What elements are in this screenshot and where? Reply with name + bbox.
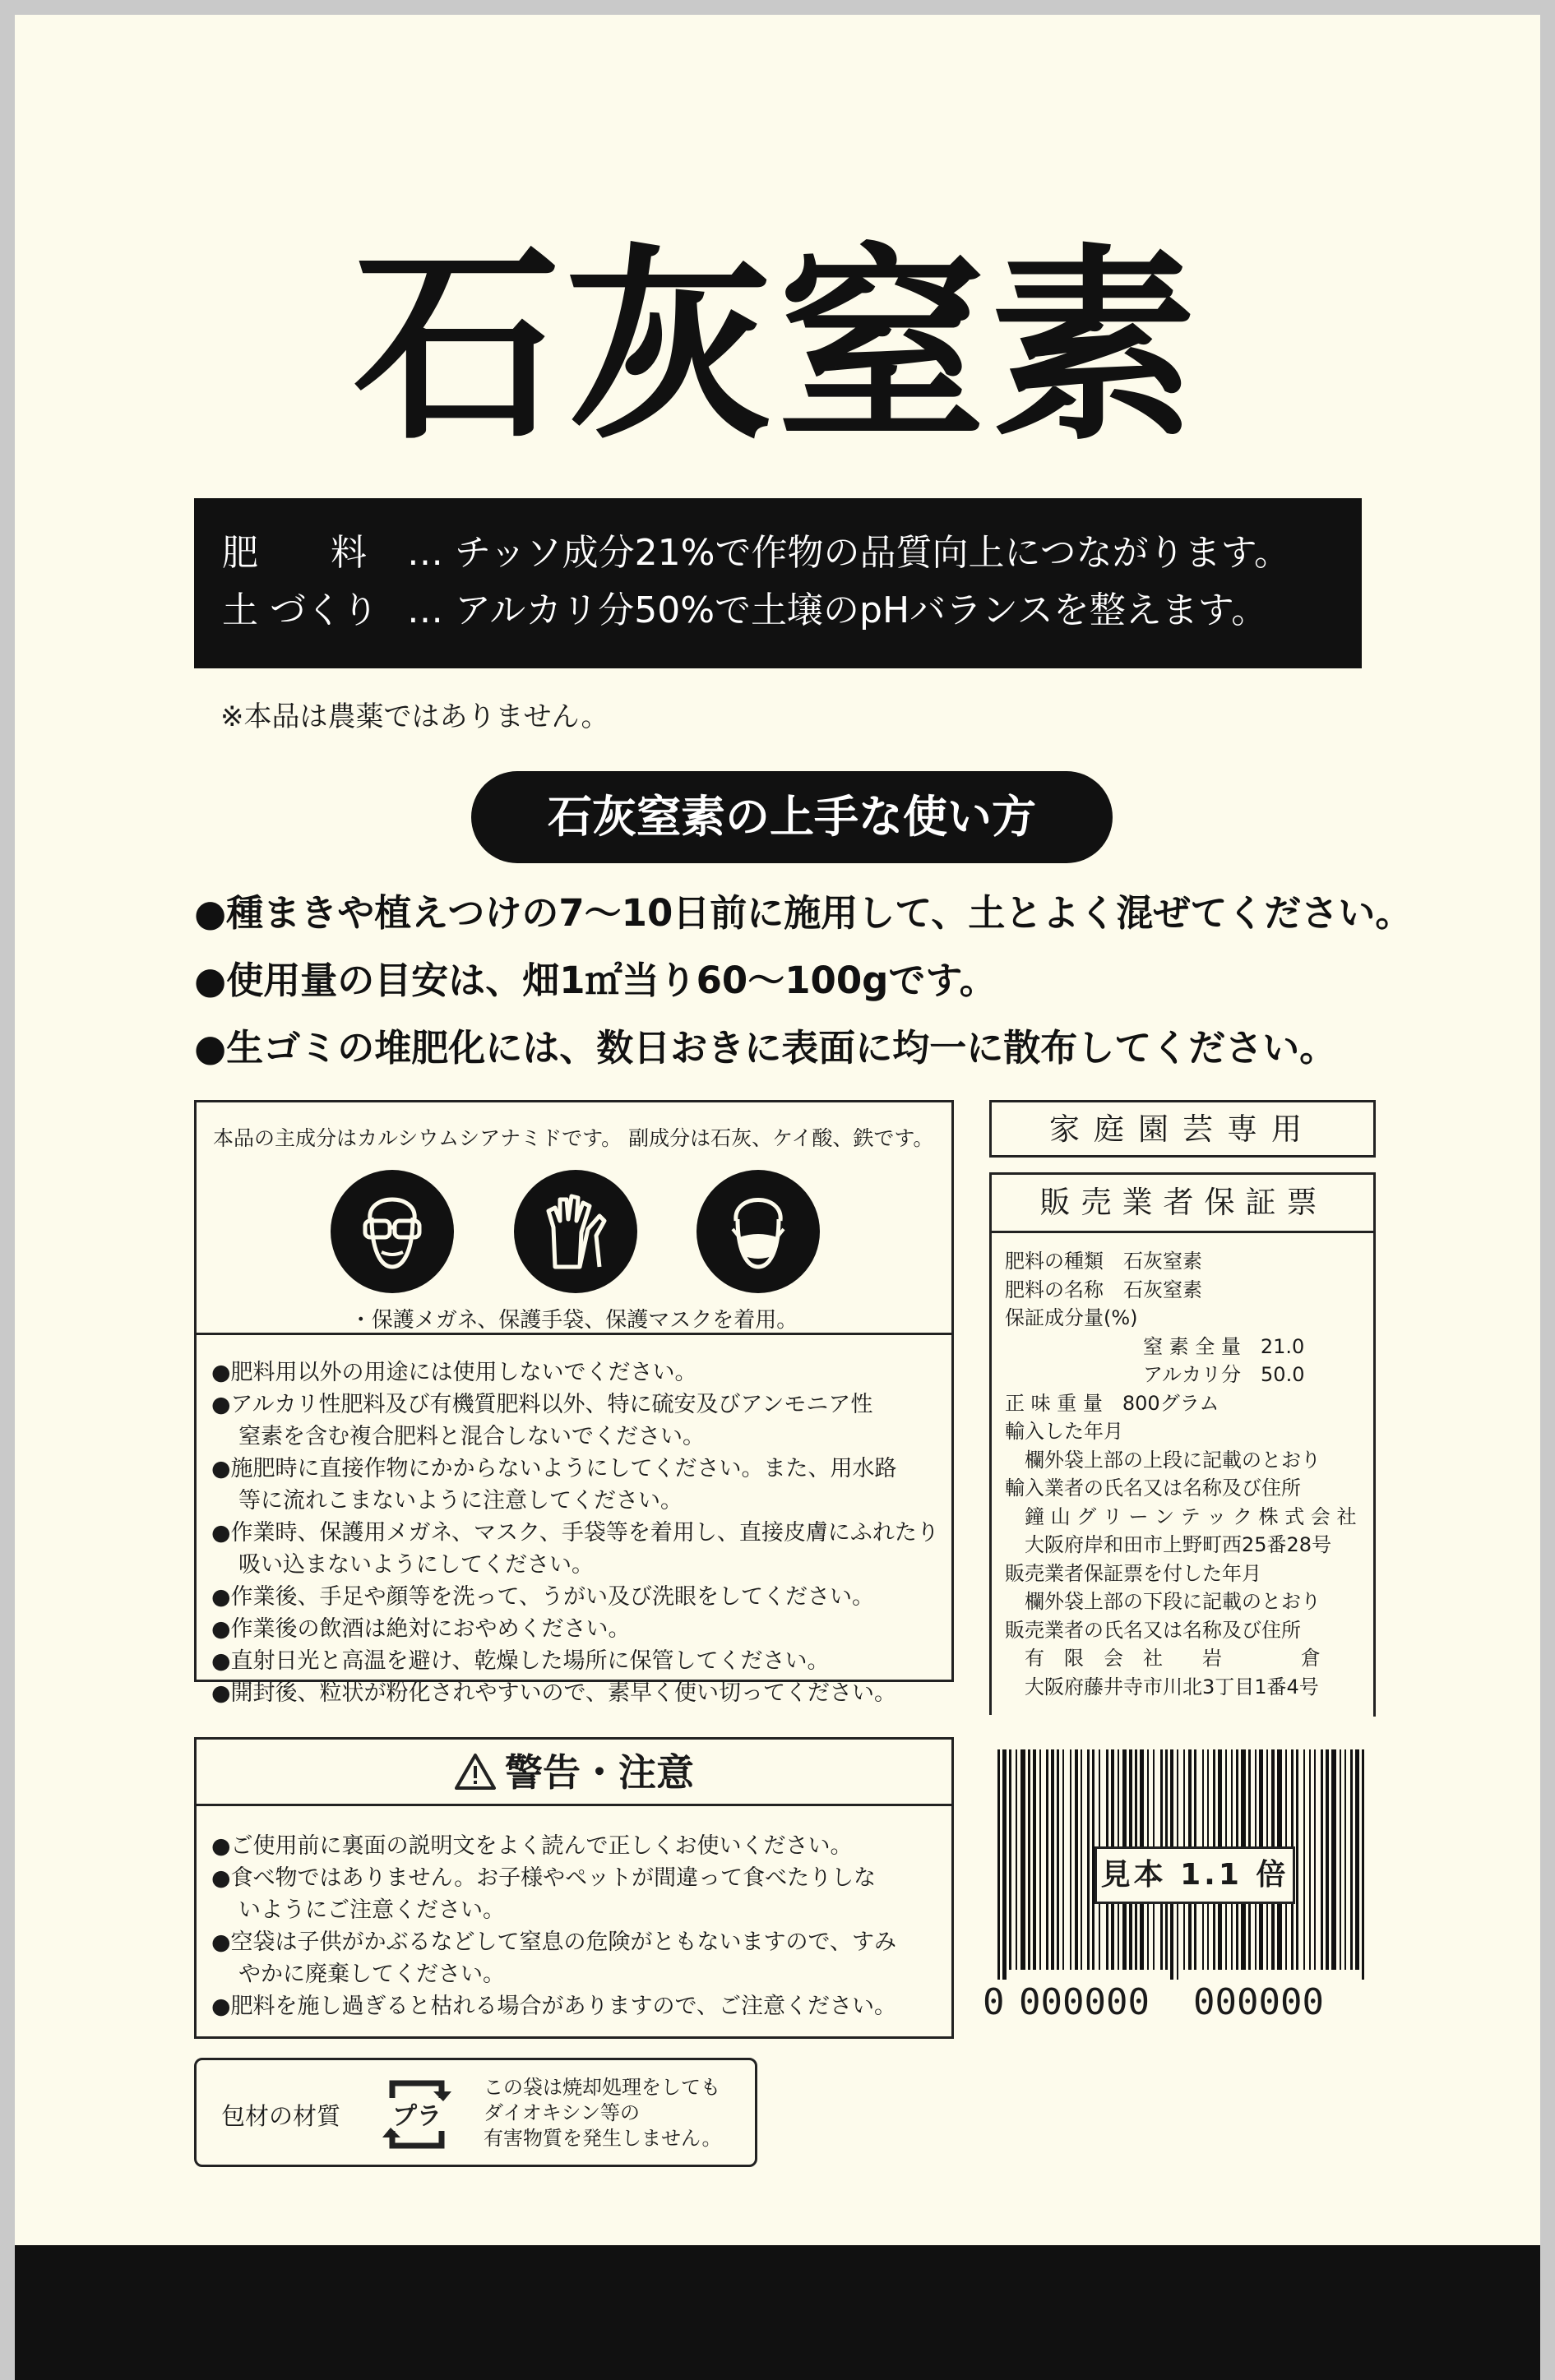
barcode-bar — [1303, 1749, 1305, 1970]
intro-text: … アルカリ分50%で土壌のpHバランスを整えます。 — [407, 589, 1268, 631]
barcode-bar — [1340, 1749, 1341, 1970]
intro-line-soil — [222, 582, 1362, 640]
warning-title: 警告・注意 — [505, 1750, 694, 1795]
barcode-bar — [1057, 1749, 1059, 1970]
ingredient-text: 本品の主成分はカルシウムシアナミドです。 副成分は石灰、ケイ酸、鉄です。 — [213, 1126, 934, 1150]
mask-icon — [697, 1170, 820, 1293]
barcode — [983, 1749, 1372, 2023]
warning-item: ●ご使用前に裏面の説明文をよく読んで正しくお使いください。 — [211, 1833, 853, 1859]
not-pesticide-note: ※本品は農薬ではありません。 — [220, 700, 609, 733]
barcode-bar — [1062, 1749, 1064, 1970]
usage-item: ●種まきや植えつけの7～10日前に施用して、土とよく混ぜてください。 — [194, 891, 1413, 935]
packaging-label: 包材の材質 — [221, 2102, 341, 2130]
warning-item: ●食べ物ではありません。お子様やペットが間違って食べたりしな いようにご注意ください。 — [211, 1865, 877, 1923]
barcode-bar — [1020, 1749, 1025, 1970]
gloves-icon — [514, 1170, 637, 1293]
intro-key: 土 づくり — [222, 589, 378, 631]
goggles-icon — [331, 1170, 454, 1293]
caution-item: ●作業後、手足や顔等を洗って、うがい及び洗眼をしてください。 — [211, 1584, 875, 1610]
caution-item: ●アルカリ性肥料及び有機質肥料以外、特に硫安及びアンモニア性 窒素を含む複合肥料と混合しないでください。 — [211, 1392, 873, 1449]
barcode-digits-right: 000000 — [1193, 1981, 1324, 2023]
usage-item: ●使用量の目安は、畑1㎡当り60～100gです。 — [194, 959, 997, 1002]
warning-item: ●空袋は子供がかぶるなどして窒息の危険がともないますので、すみ やかに廃棄してください。 — [211, 1929, 897, 1987]
plastic-recycle-mark-icon — [376, 2073, 458, 2156]
barcode-bar — [1009, 1749, 1011, 1970]
ppe-caption: ・保護メガネ、保護手袋、保護マスクを着用。 — [349, 1308, 798, 1333]
barcode-bar — [1075, 1749, 1078, 1970]
barcode-bar — [1314, 1749, 1316, 1970]
plastic-mark-text: プラ — [392, 2102, 442, 2131]
barcode-bar — [1321, 1749, 1323, 1970]
warning-triangle-icon — [454, 1753, 497, 1791]
barcode-bar — [1016, 1749, 1017, 1970]
barcode-bar — [1002, 1749, 1007, 1980]
intro-line-fertilizer — [222, 525, 1362, 582]
cautions-list — [211, 1356, 938, 1709]
barcode-bar — [1070, 1749, 1071, 1970]
guarantee-heading: 販売業者保証票 — [992, 1175, 1376, 1233]
barcode-bar — [1028, 1749, 1030, 1970]
barcode-bar — [1081, 1749, 1082, 1970]
caution-item: ●肥料用以外の用途には使用しないでください。 — [211, 1360, 697, 1385]
intro-box — [194, 498, 1362, 668]
usage-list — [194, 880, 1526, 1082]
warning-box — [194, 1737, 954, 2039]
barcode-bar — [1344, 1749, 1346, 1970]
ingredient-box — [194, 1100, 954, 1335]
warning-list — [211, 1830, 938, 2022]
barcode-bar — [1087, 1749, 1090, 1970]
seller-guarantee-box — [989, 1172, 1376, 1715]
barcode-bar — [1355, 1749, 1359, 1970]
bottom-band — [15, 2245, 1540, 2380]
packaging-material-box — [194, 2058, 757, 2167]
warning-heading — [197, 1740, 951, 1806]
caution-item: ●作業時、保護用メガネ、マスク、手袋等を着用し、直接皮膚にふれたり 吸い込まないようにしてください。 — [211, 1520, 939, 1578]
product-title: 石灰窒素 — [353, 227, 1202, 468]
caution-item: ●直射日光と高温を避け、乾燥した場所に保管してください。 — [211, 1648, 830, 1674]
sample-size-label: 見本 1.1 倍 — [1095, 1846, 1295, 1904]
packaging-text: この袋は焼却処理をしても ダイオキシン等の 有害物質を発生しません。 — [484, 2076, 722, 2150]
intro-key: 肥 料 — [222, 532, 367, 574]
barcode-bar — [1309, 1749, 1311, 1970]
usage-item: ●生ゴミの堆肥化には、数日おきに表面に均一に散布してください。 — [194, 1026, 1337, 1070]
caution-item: ●施肥時に直接作物にかからないようにしてください。また、用水路 等に流れこまないように注意してください。 — [211, 1456, 897, 1513]
warning-item: ●肥料を施し過ぎると枯れる場合がありますので、ご注意ください。 — [211, 1994, 897, 2019]
barcode-bar — [1039, 1749, 1041, 1970]
usage-heading: 石灰窒素の上手な使い方 — [471, 771, 1113, 863]
barcode-bar — [1362, 1749, 1364, 1980]
barcode-bar — [1326, 1749, 1329, 1970]
caution-item: ●開封後、粒状が粉化されやすいので、素早く使い切ってください。 — [211, 1680, 897, 1706]
barcode-bar — [1046, 1749, 1048, 1970]
barcode-bar — [997, 1749, 1000, 1980]
intro-text: … チッソ成分21%で作物の品質向上につながります。 — [407, 532, 1291, 574]
barcode-bar — [1051, 1749, 1054, 1970]
guarantee-lines: 肥料の種類 石灰窒素 肥料の名称 石灰窒素 保証成分量(%) 窒 素 全 量 21.0 アルカリ分 50.0 正 味 重 量 800グラム 輸入した年月 欄外袋上部の上段に記載のとおり 輸入業者の氏名又は名称及び住所 鐘 山 グ リ ー ン テ ッ ク 株 式 会 社 大阪府岸和田市上野町西25番28号 販売業者保証票を付した年月 欄外袋上部の下段に記載のとおり 販売業者の氏名又は名称及び住所 有 限 会 社 岩 倉 大阪府藤井寺市川北3丁目1番4号 — [1005, 1250, 1357, 1698]
cautions-box — [194, 1333, 954, 1706]
caution-item: ●作業後の飲酒は絶対におやめください。 — [211, 1616, 631, 1642]
barcode-bar — [1350, 1749, 1353, 1970]
home-garden-label: 家庭園芸専用 — [989, 1100, 1376, 1158]
guarantee-right-border — [1373, 1172, 1376, 1717]
barcode-bar — [1331, 1749, 1336, 1970]
barcode-bar — [1033, 1749, 1036, 1970]
barcode-digits-left: 000000 — [1019, 1981, 1150, 2023]
barcode-digit-lead: 0 — [983, 1981, 1005, 2023]
package-back-panel — [15, 15, 1540, 2380]
barcode-bar — [1296, 1749, 1298, 1970]
